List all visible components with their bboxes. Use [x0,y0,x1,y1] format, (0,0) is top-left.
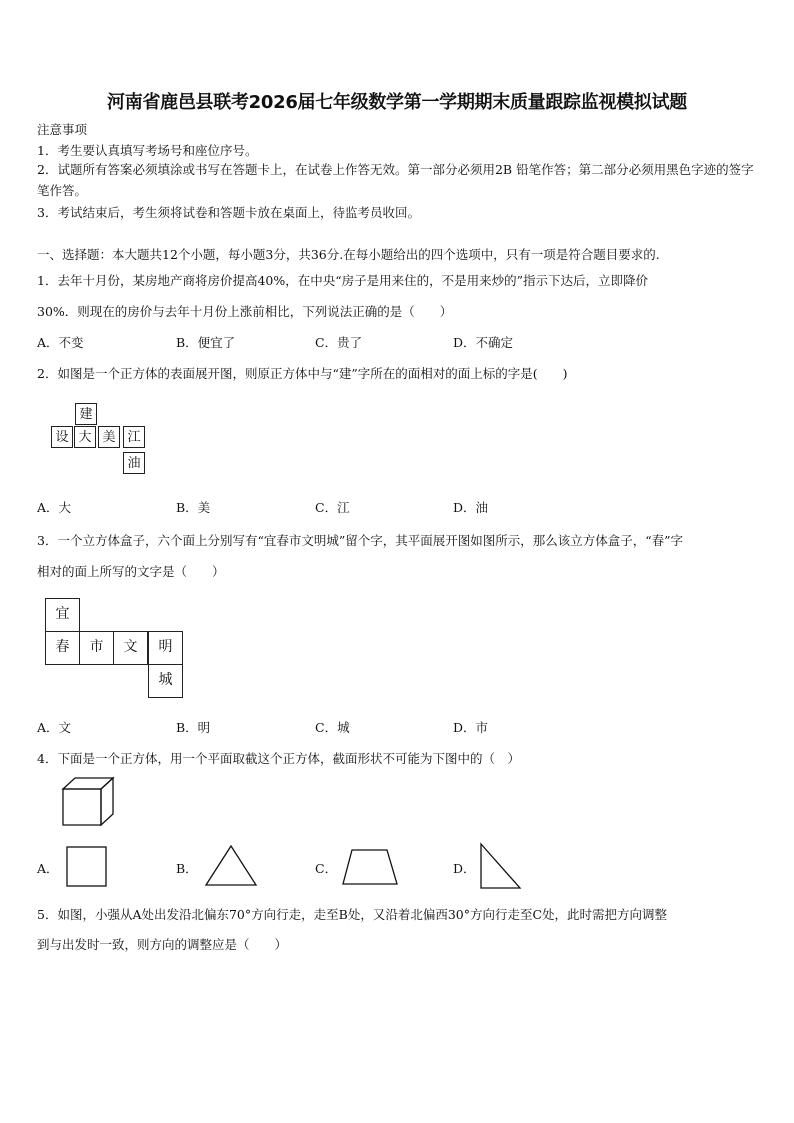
q3-net-cell: 市 [79,631,114,665]
q2-option-b: B．美 [176,500,211,515]
q5-text-line2: 到与出发时一致，则方向的调整应是（ ） [37,937,288,952]
q2-net-cell: 建 [75,403,97,425]
q2-text: 2．如图是一个正方体的表面展开图，则原正方体中与“建”字所在的面相对的面上标的字是( ) [37,366,568,381]
q1-option-d: D．不确定 [453,335,514,350]
q2-net-cell: 美 [98,426,120,448]
notes-item-2: 2．试题所有答案必须填涂或书写在答题卡上，在试卷上作答无效。第一部分必须用2B 铅笔作答；第二部分必须用黑色字迹的签字笔作答。 [37,162,754,198]
notes-item-3: 3．考试结束后，考生须将试卷和答题卡放在桌面上，待监考员收回。 [37,205,420,220]
q2-option-d: D．油 [453,500,489,515]
q1-option-c: C．贵了 [315,335,363,350]
q5-text-line1: 5．如图，小强从A处出发沿北偏东70°方向行走，走至B处，又沿着北偏西30°方向行走至C处，此时需把方向调整 [37,907,668,922]
q3-net-cell: 文 [113,631,148,665]
equilateral-triangle-shape-icon [205,845,257,887]
square-shape-icon [66,846,108,888]
q4-option-c: C． [315,861,338,876]
q3-option-b: B．明 [176,720,211,735]
trapezoid-shape-icon [342,849,398,885]
q1-option-b: B．便宜了 [176,335,236,350]
q3-option-a: A．文 [37,720,72,735]
q3-net-cell: 明 [148,631,183,665]
q3-net-cell: 宜 [45,598,80,632]
q2-net-cell: 油 [123,452,145,474]
q3-option-d: D．市 [453,720,489,735]
section-heading: 一、选择题：本大题共12个小题，每小题3分，共36分.在每小题给出的四个选项中，只有一项是符合题目要求的. [37,247,660,262]
q1-text-line1: 1．去年十月份，某房地产商将房价提高40%，在中央“房子是用来住的，不是用来炒的”指示下达后，立即降价 [37,273,649,288]
q3-net-cell: 春 [45,631,80,665]
cube-figure [60,775,116,827]
q2-option-a: A．大 [37,500,72,515]
notes-heading: 注意事项 [37,122,88,137]
q2-net-cell: 大 [74,426,96,448]
right-triangle-shape-icon [479,843,521,889]
q2-option-c: C．江 [315,500,350,515]
q4-text: 4．下面是一个正方体，用一个平面取截这个正方体，截面形状不可能为下图中的（ ） [37,751,520,766]
notes-item-1: 1．考生要认真填写考场号和座位序号。 [37,143,258,158]
q3-text-line2: 相对的面上所写的文字是（ ） [37,564,225,579]
q3-text-line1: 3．一个立方体盒子，六个面上分别写有“宜春市文明城”留个字，其平面展开图如图所示，那么该立方体盒子，“春”字 [37,533,684,548]
page-title: 河南省鹿邑县联考2026届七年级数学第一学期期末质量跟踪监视模拟试题 [107,92,687,113]
q3-net-cell: 城 [148,664,183,698]
q1-option-a: A．不变 [37,335,84,350]
q2-net-cell: 江 [123,426,145,448]
q2-net-cell: 设 [51,426,73,448]
q3-option-c: C．城 [315,720,350,735]
q4-option-d: D． [453,861,476,876]
q1-text-line2: 30%．则现在的房价与去年十月份上涨前相比，下列说法正确的是（ ） [37,304,453,319]
q4-option-b: B． [176,861,198,876]
q4-option-a: A． [37,861,59,876]
